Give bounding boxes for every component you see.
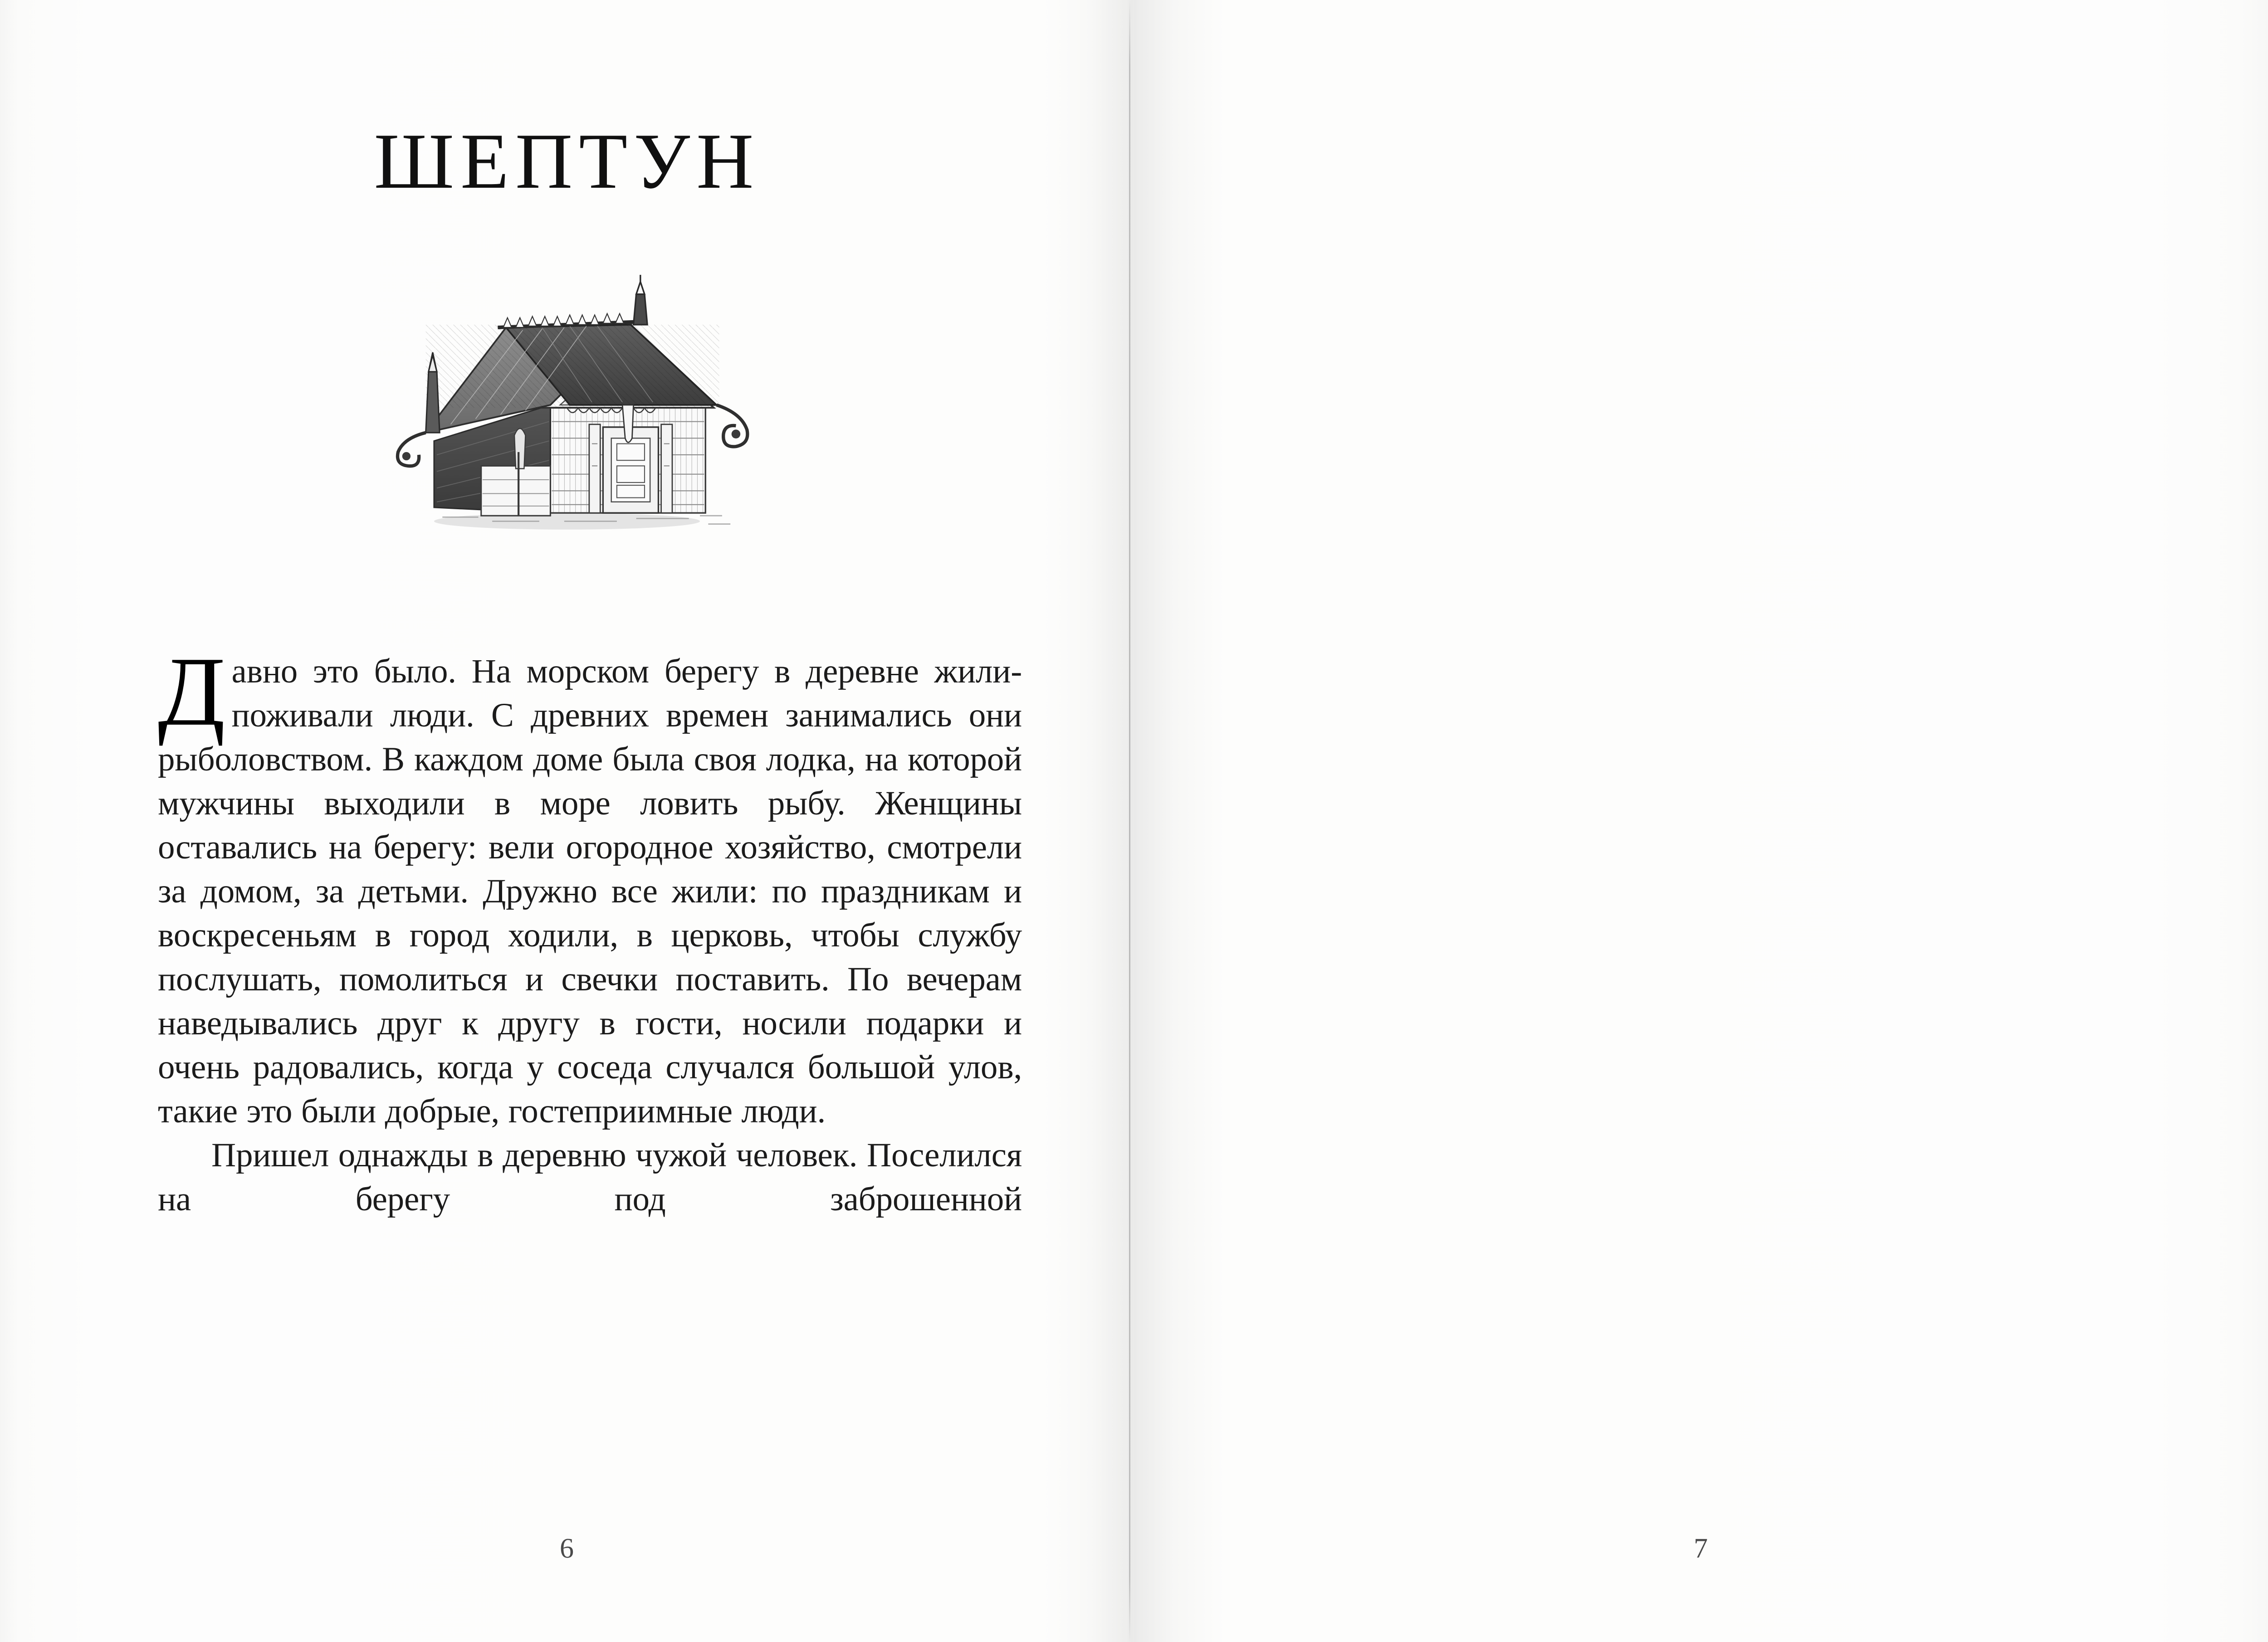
paragraph: Пришел однажды в деревню чужой человек. Поселился на берегу под заброшенной xyxy=(158,1136,1022,1218)
page-title: ШЕПТУН xyxy=(374,117,760,205)
page-number-right: 7 xyxy=(1694,1533,1708,1564)
drop-cap: Д xyxy=(158,637,225,746)
body-text-left xyxy=(158,637,1022,1265)
izba-engraving-illustration xyxy=(358,272,776,535)
paragraph xyxy=(158,637,1022,1133)
page-right xyxy=(1134,0,2268,1642)
page-number-left: 6 xyxy=(560,1533,574,1564)
paragraph-text: авно это было. На морском берегу в деревне жили-поживали люди. С древних времен занимались они рыболовством. В каждом доме была своя лодка, на которой мужчины выходили в море ловить рыбу. Женщины оставались на берегу: вели огородное хозяйство, смотрели за домом, за детьми. Дружно все жили: по праздникам и воскресеньям в город ходили, в церковь, чтобы службу послушать, помолиться и свечки поставить. По вечерам наведывались друг к другу в гости, носили подарки и очень радовались, когда у соседа случался большой улов, такие это были добрые, гостеприимные люди. xyxy=(158,653,1022,1130)
